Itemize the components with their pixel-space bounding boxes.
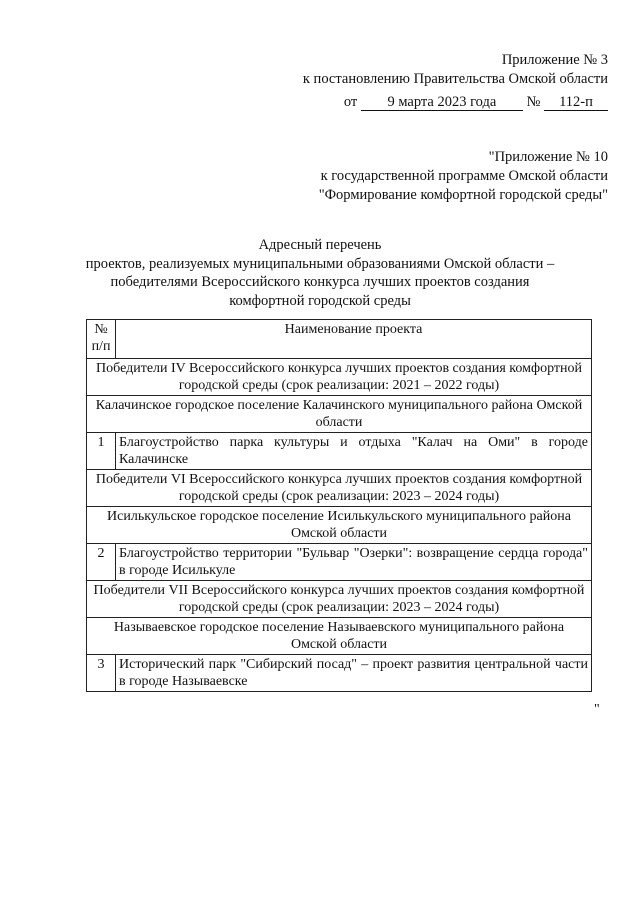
title-line-2: проектов, реализуемых муниципальными образованиями Омской области – (85, 255, 555, 272)
projects-table (86, 319, 592, 692)
group-row (87, 618, 592, 655)
appendix-subtitle: к постановлению Правительства Омской области (302, 71, 608, 87)
group-heading: Называевское городское поселение Называевского муниципального района Омской области (87, 618, 592, 655)
group-heading: Победители VII Всероссийского конкурса лучших проектов создания комфортной городской среды (срок реализации: 2023 – 2024 годы) (87, 581, 592, 618)
project-name: Исторический парк "Сибирский посад" – проект развития центральной части в городе Называевске (116, 655, 592, 692)
group-heading: Исилькульское городское поселение Исилькульского муниципального района Омской области (87, 507, 592, 544)
project-row (87, 544, 592, 581)
project-row (87, 433, 592, 470)
program-name: "Формирование комфортной городской среды" (318, 187, 608, 203)
title-line-4: комфортной городской среды (229, 292, 411, 309)
header-number: № п/п (87, 320, 116, 359)
group-heading: Победители VI Всероссийского конкурса лучших проектов создания комфортной городской среды (срок реализации: 2023 – 2024 годы) (87, 470, 592, 507)
resolution-date: 9 марта 2023 года (361, 94, 523, 111)
header-project-name: Наименование проекта (116, 320, 592, 359)
title-line-3: победителями Всероссийского конкурса лучших проектов создания (110, 274, 530, 290)
resolution-date-line (344, 94, 608, 111)
number-prefix: № (526, 94, 541, 110)
project-number: 2 (87, 544, 116, 581)
group-heading: Победители IV Всероссийского конкурса лучших проектов создания комфортной городской среды (срок реализации: 2021 – 2022 годы) (87, 359, 592, 396)
group-row (87, 359, 592, 396)
closing-quote: " (594, 702, 600, 717)
program-header (319, 148, 608, 205)
project-number: 1 (87, 433, 116, 470)
table-header-row (87, 320, 592, 359)
project-name: Благоустройство территории "Бульвар "Озерки": возвращение сердца города" в городе Исилькуле (116, 544, 592, 581)
appendix-header (303, 51, 608, 89)
program-appendix-title: "Приложение № 10 (488, 149, 608, 165)
resolution-number: 112-п (544, 94, 608, 111)
program-appendix-ref: к государственной программе Омской области (320, 168, 608, 184)
group-row (87, 581, 592, 618)
title-line-1: Адресный перечень (258, 237, 382, 253)
group-heading: Калачинское городское поселение Калачинского муниципального района Омской области (87, 396, 592, 433)
document-title (60, 236, 580, 310)
group-row (87, 396, 592, 433)
group-row (87, 470, 592, 507)
project-number: 3 (87, 655, 116, 692)
project-name: Благоустройство парка культуры и отдыха "Калач на Оми" в городе Калачинске (116, 433, 592, 470)
project-row (87, 655, 592, 692)
appendix-title: Приложение № 3 (501, 52, 608, 68)
date-prefix: от (343, 94, 358, 110)
group-row (87, 507, 592, 544)
